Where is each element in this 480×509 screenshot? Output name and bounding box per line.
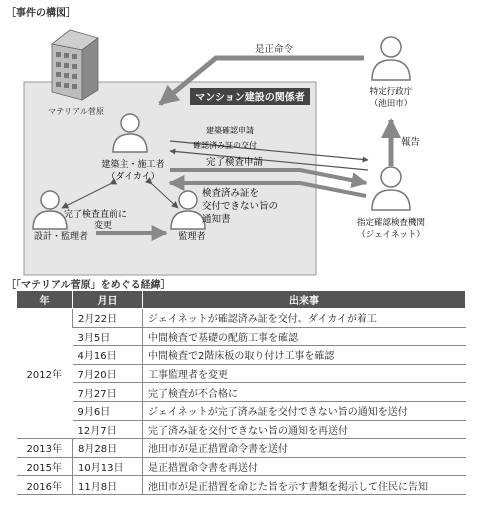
building-icon	[52, 30, 98, 100]
event-cell: 完了検査が不合格に	[143, 383, 466, 402]
table-row	[17, 439, 466, 458]
inspection-notice-label-2: 交付できない旨の	[202, 201, 279, 212]
table-row	[17, 457, 466, 476]
box-title: マンション建設の関係者	[195, 92, 305, 104]
header-event: 出来事	[143, 291, 466, 309]
event-cell: 工事監理者を変更	[143, 364, 466, 383]
timeline-section-title: ［「マテリアル菅原」をめぐる経緯］	[6, 280, 171, 291]
date-cell: 9月6日	[73, 401, 143, 420]
inspector-label-sub: （ジェイネット）	[357, 230, 425, 240]
date-cell: 10月13日	[73, 457, 143, 476]
table-row	[17, 383, 466, 402]
table-row	[17, 476, 466, 495]
builder-label: 建築主・施工者	[101, 160, 165, 170]
event-cell: ジェイネットが完了済み証を交付できない旨の通知を送付	[143, 401, 466, 420]
report-label: 報告	[401, 137, 421, 148]
event-cell: 是正措置命令書を再送付	[143, 457, 466, 476]
inspection-notice-label-1: 検査済み証を	[202, 188, 260, 199]
event-cell: 中間検査で基礎の配筋工事を確認	[143, 327, 466, 346]
timeline-header-row	[17, 291, 466, 309]
confirm-request-label: 建築確認申請	[206, 126, 254, 135]
table-row	[17, 420, 466, 439]
builder-label-sub: （ダイカイ）	[106, 172, 160, 182]
year-cell: 2013年	[17, 439, 73, 458]
year-cell: 2016年	[17, 476, 73, 495]
city-label: 特定行政庁	[369, 87, 413, 97]
city-label-sub: （池田市）	[369, 99, 413, 109]
inspector-person-icon	[372, 167, 410, 210]
table-row	[17, 401, 466, 420]
year-cell: 2015年	[17, 457, 73, 476]
timeline-table	[16, 290, 466, 495]
correction-order-label: 是正命令	[255, 44, 294, 55]
date-cell: 4月16日	[73, 346, 143, 365]
table-row	[17, 346, 466, 365]
event-cell: 完了済み証を交付できない旨の通知を再送付	[143, 420, 466, 439]
material-label: マテリアル菅原	[48, 107, 104, 116]
diagram-section-title: ［事件の構図］	[6, 8, 76, 19]
city-person-icon	[372, 37, 410, 80]
final-inspection-label: 完了検査申請	[206, 157, 264, 168]
inspector-label: 指定確認検査機関	[356, 218, 426, 228]
event-cell: 中間検査で2階床板の取り付け工事を確認	[143, 346, 466, 365]
header-year: 年	[17, 291, 73, 309]
event-cell: ジェイネットが確認済み証を交付、ダイカイが着工	[143, 309, 466, 328]
inspection-notice-label-3: 通知書	[202, 214, 231, 225]
change-label-2: 変更	[94, 221, 113, 231]
event-cell: 池田市が是正措置命令書を送付	[143, 439, 466, 458]
date-cell: 8月28日	[73, 439, 143, 458]
event-cell: 池田市が是正措置を命じた旨を示す書類を掲示して住民に告知	[143, 476, 466, 495]
date-cell: 12月7日	[73, 420, 143, 439]
date-cell: 7月27日	[73, 383, 143, 402]
table-row	[17, 309, 466, 328]
year-cell: 2012年	[17, 309, 73, 439]
designer-label: 設計・監理者	[34, 232, 89, 242]
supervisor-label: 監理者	[178, 232, 206, 242]
table-row	[17, 327, 466, 346]
change-label-1: 完了検査直前に	[64, 210, 128, 220]
date-cell: 11月8日	[73, 476, 143, 495]
date-cell: 2月22日	[73, 309, 143, 328]
confirm-issue-label: 確認済み証の交付	[193, 141, 257, 150]
header-date: 月日	[73, 291, 143, 309]
date-cell: 7月20日	[73, 364, 143, 383]
table-row	[17, 364, 466, 383]
date-cell: 3月5日	[73, 327, 143, 346]
